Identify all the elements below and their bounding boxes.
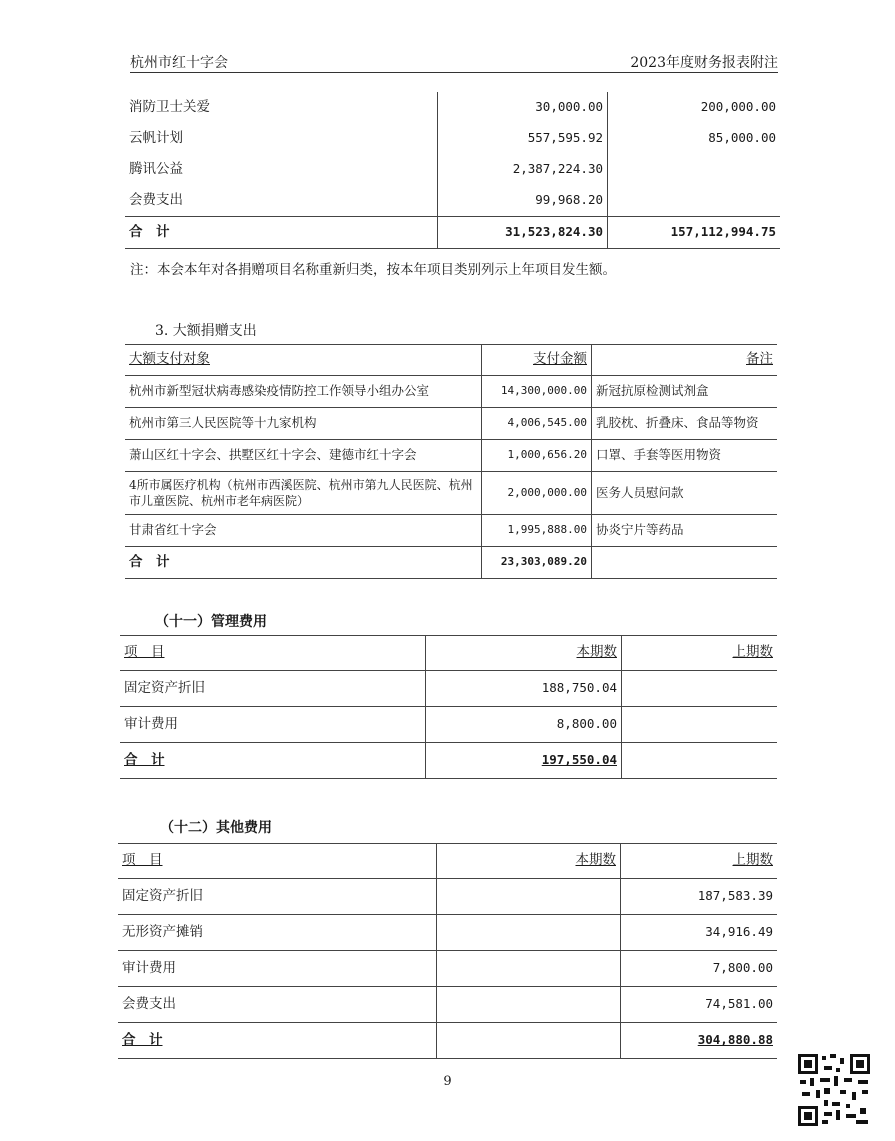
col-header-recipient: 大额支付对象 (129, 351, 210, 368)
prior-amount: 85,000.00 (607, 123, 780, 154)
prior-amount (607, 154, 780, 185)
total-prior (621, 743, 777, 778)
prior-amount: 187,583.39 (620, 879, 777, 914)
current-amount: 2,387,224.30 (437, 154, 607, 185)
total-label: 合 计 (129, 553, 170, 570)
remark: 新冠抗原检测试剂盒 (591, 376, 777, 407)
prior-amount: 200,000.00 (607, 92, 780, 123)
prior-amount: 34,916.49 (620, 915, 777, 950)
table-header-row (118, 843, 777, 879)
table-header-row (125, 344, 777, 376)
col-header-prior: 上期数 (621, 636, 777, 670)
total-amount: 23,303,089.20 (481, 547, 591, 578)
reclassification-note: 注：本会本年对各捐赠项目名称重新归类，按本年项目类别列示上年项目发生额。 (130, 262, 616, 278)
current-amount (436, 879, 620, 914)
total-current: 197,550.04 (425, 743, 621, 778)
total-label: 合 计 (124, 751, 165, 768)
section-other-expenses-title: （十二）其他费用 (160, 820, 272, 836)
table-row (118, 951, 777, 987)
amount: 14,300,000.00 (481, 376, 591, 407)
total-label: 合 计 (122, 1031, 163, 1048)
remark: 口罩、手套等医用物资 (591, 440, 777, 471)
total-row (118, 1023, 777, 1059)
table-row (120, 671, 777, 707)
org-name: 杭州市红十字会 (130, 55, 228, 71)
current-amount (436, 987, 620, 1022)
current-amount: 99,968.20 (437, 185, 607, 216)
prior-amount: 7,800.00 (620, 951, 777, 986)
total-remark (591, 547, 777, 578)
col-header-item: 项 目 (124, 644, 165, 661)
prior-amount: 74,581.00 (620, 987, 777, 1022)
item-name: 会费支出 (122, 995, 176, 1012)
current-amount (436, 915, 620, 950)
prior-amount (621, 671, 777, 706)
recipient: 甘肃省红十字会 (129, 522, 217, 538)
table-row (118, 987, 777, 1023)
table-row (125, 472, 777, 515)
current-amount: 188,750.04 (425, 671, 621, 706)
prior-amount (607, 185, 780, 216)
amount: 2,000,000.00 (481, 472, 591, 514)
table-row (125, 185, 780, 216)
item-name: 审计费用 (124, 715, 178, 732)
total-row (125, 216, 780, 249)
item-name: 固定资产折旧 (124, 679, 205, 696)
current-amount (436, 951, 620, 986)
remark: 医务人员慰问款 (591, 472, 777, 514)
current-amount: 557,595.92 (437, 123, 607, 154)
item-name: 审计费用 (122, 959, 176, 976)
total-label: 合 计 (129, 223, 170, 240)
section-large-donations-title: 3. 大额捐赠支出 (155, 323, 257, 339)
donation-expense-table-continued (125, 92, 780, 249)
total-prior: 157,112,994.75 (607, 217, 780, 248)
table-row (125, 376, 777, 408)
recipient: 4所市属医疗机构（杭州市西溪医院、杭州市第九人民医院、杭州市儿童医院、杭州市老年病医院） (129, 477, 473, 508)
qr-code-icon (796, 1052, 872, 1128)
total-current: 31,523,824.30 (437, 217, 607, 248)
recipient: 萧山区红十字会、拱墅区红十字会、建德市红十字会 (129, 447, 417, 463)
item-name: 消防卫士关爱 (129, 98, 210, 115)
col-header-prior: 上期数 (620, 844, 777, 878)
amount: 1,995,888.00 (481, 515, 591, 546)
section-admin-expenses-title: （十一）管理费用 (155, 614, 267, 630)
recipient: 杭州市第三人民医院等十九家机构 (129, 415, 317, 431)
total-current (436, 1023, 620, 1058)
prior-amount (621, 707, 777, 742)
other-expenses-table (118, 843, 777, 1059)
total-row (125, 547, 777, 579)
remark: 乳胶枕、折叠床、食品等物资 (591, 408, 777, 439)
table-row (120, 707, 777, 743)
col-header-remark: 备注 (591, 345, 777, 375)
table-row (125, 154, 780, 185)
item-name: 无形资产摊销 (122, 923, 203, 940)
current-amount: 8,800.00 (425, 707, 621, 742)
col-header-current: 本期数 (425, 636, 621, 670)
page-header (130, 50, 778, 73)
doc-title: 2023年度财务报表附注 (630, 55, 778, 71)
col-header-amount: 支付金额 (481, 345, 591, 375)
col-header-item: 项 目 (122, 852, 163, 869)
total-prior: 304,880.88 (620, 1023, 777, 1058)
total-row (120, 743, 777, 779)
item-name: 固定资产折旧 (122, 887, 203, 904)
table-row (125, 123, 780, 154)
table-row (118, 879, 777, 915)
item-name: 腾讯公益 (129, 160, 183, 177)
admin-expenses-table (120, 635, 777, 779)
recipient: 杭州市新型冠状病毒感染疫情防控工作领导小组办公室 (129, 383, 430, 399)
page-number: 9 (443, 1074, 452, 1089)
table-row (118, 915, 777, 951)
table-header-row (120, 635, 777, 671)
table-row (125, 440, 777, 472)
col-header-current: 本期数 (436, 844, 620, 878)
amount: 4,006,545.00 (481, 408, 591, 439)
table-row (125, 515, 777, 547)
item-name: 云帆计划 (129, 129, 183, 146)
large-donations-table (125, 344, 777, 579)
table-row (125, 92, 780, 123)
table-row (125, 408, 777, 440)
amount: 1,000,656.20 (481, 440, 591, 471)
remark: 协炎宁片等药品 (591, 515, 777, 546)
current-amount: 30,000.00 (437, 92, 607, 123)
item-name: 会费支出 (129, 191, 183, 208)
